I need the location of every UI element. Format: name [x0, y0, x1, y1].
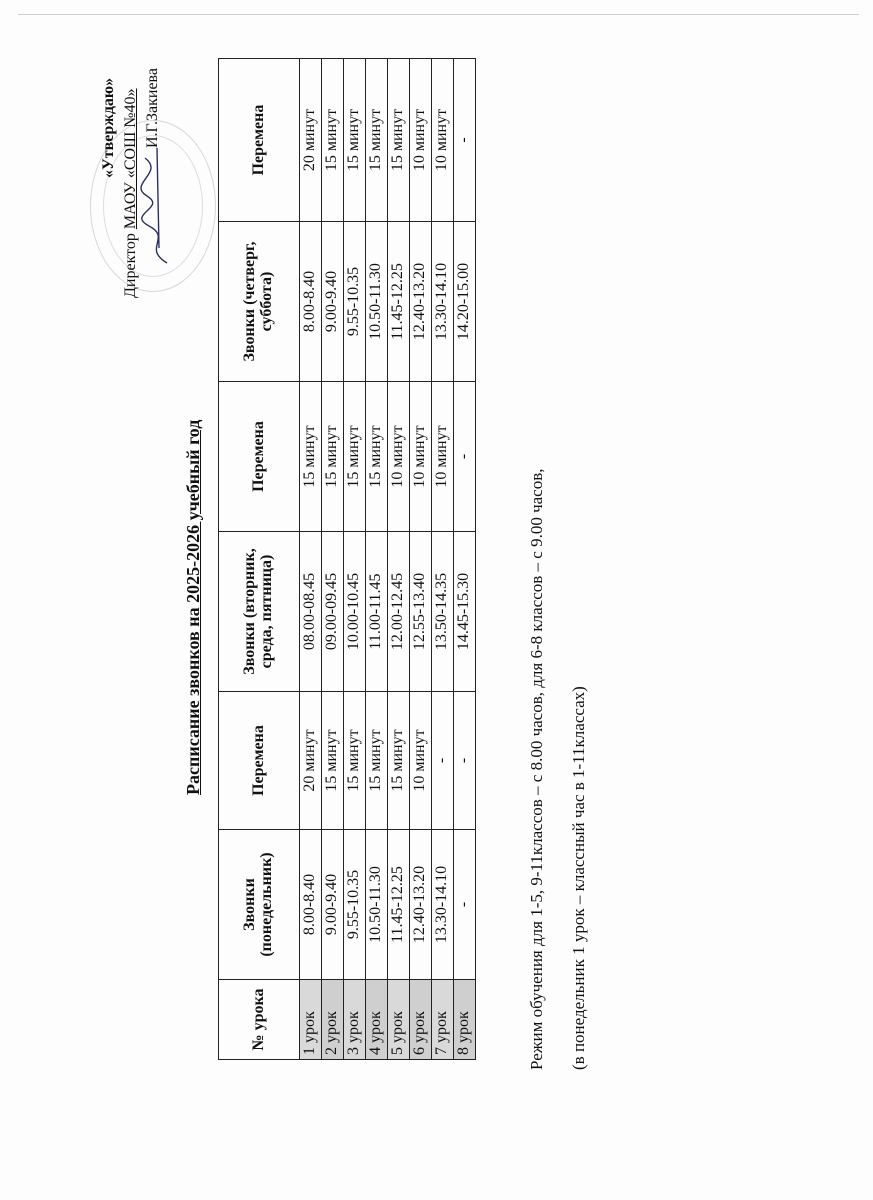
- table-row: [454, 59, 476, 1060]
- bells-tue-wed-fri: 12.55-13.40: [410, 532, 432, 692]
- page-title: Расписание звонков на 2025-2026 учебный год: [183, 419, 203, 795]
- bells-tue-wed-fri: 10.00-10.45: [344, 532, 366, 692]
- header-break-tue-wed-fri: Перемена: [219, 382, 300, 532]
- bells-tue-wed-fri: 08.00-08.45: [300, 532, 322, 692]
- signature-icon: [137, 138, 177, 268]
- break-thu-sat: 15 минут: [366, 59, 388, 222]
- break-monday: 15 минут: [344, 692, 366, 830]
- bells-tue-wed-fri: 11.00-11.45: [366, 532, 388, 692]
- break-monday: 10 минут: [410, 692, 432, 830]
- header-break-monday: Перемена: [219, 692, 300, 830]
- break-monday: 15 минут: [366, 692, 388, 830]
- bells-monday: 11.45-12.25: [388, 830, 410, 980]
- bells-tue-wed-fri: 09.00-09.45: [322, 532, 344, 692]
- header-break-thu-sat: Перемена: [219, 59, 300, 222]
- break-tue-wed-fri: 10 минут: [388, 382, 410, 532]
- break-thu-sat: -: [454, 59, 476, 222]
- table-row: [344, 59, 366, 1060]
- approval-school: МАОУ «СОШ №40»: [122, 88, 139, 230]
- bells-thu-sat: 11.45-12.25: [388, 222, 410, 382]
- bells-monday: 8.00-8.40: [300, 830, 322, 980]
- approval-block: [82, 38, 222, 298]
- break-thu-sat: 15 минут: [344, 59, 366, 222]
- lesson-number: 6 урок: [410, 980, 432, 1060]
- bells-tue-wed-fri: 12.00-12.45: [388, 532, 410, 692]
- lesson-number: 5 урок: [388, 980, 410, 1060]
- bells-thu-sat: 10.50-11.30: [366, 222, 388, 382]
- break-thu-sat: 15 минут: [322, 59, 344, 222]
- bells-thu-sat: 9.00-9.40: [322, 222, 344, 382]
- bells-monday: 9.00-9.40: [322, 830, 344, 980]
- break-monday: 15 минут: [322, 692, 344, 830]
- bells-monday: 13.30-14.10: [432, 830, 454, 980]
- break-thu-sat: 20 минут: [300, 59, 322, 222]
- class-hour-note: (в понедельник 1 урок – классный час в 1-11классах): [569, 686, 588, 1070]
- lesson-number: 1 урок: [300, 980, 322, 1060]
- break-tue-wed-fri: 15 минут: [322, 382, 344, 532]
- bells-thu-sat: 12.40-13.20: [410, 222, 432, 382]
- approval-director-name: И.Г.Закиева: [144, 68, 161, 148]
- header-bells-monday: Звонки (понедельник): [219, 830, 300, 980]
- break-monday: -: [432, 692, 454, 830]
- lesson-number: 7 урок: [432, 980, 454, 1060]
- break-thu-sat: 10 минут: [410, 59, 432, 222]
- bells-monday: 12.40-13.20: [410, 830, 432, 980]
- break-tue-wed-fri: 15 минут: [300, 382, 322, 532]
- lesson-number: 3 урок: [344, 980, 366, 1060]
- break-tue-wed-fri: -: [454, 382, 476, 532]
- study-mode-note: Режим обучения для 1-5, 9-11классов – с 8.00 часов, для 6-8 классов – с 9.00 часов,: [527, 468, 546, 1070]
- header-bells-tue-wed-fri: Звонки (вторник, среда, пятница): [219, 532, 300, 692]
- table-header-row: [219, 59, 300, 1060]
- table-row: [366, 59, 388, 1060]
- header-bells-thu-sat: Звонки (четверг, суббота): [219, 222, 300, 382]
- break-tue-wed-fri: 10 минут: [432, 382, 454, 532]
- break-monday: -: [454, 692, 476, 830]
- break-thu-sat: 15 минут: [388, 59, 410, 222]
- lesson-number: 4 урок: [366, 980, 388, 1060]
- table-row: [410, 59, 432, 1060]
- table-row: [432, 59, 454, 1060]
- lesson-number: 8 урок: [454, 980, 476, 1060]
- break-monday: 15 минут: [388, 692, 410, 830]
- bells-tue-wed-fri: 13.50-14.35: [432, 532, 454, 692]
- bells-thu-sat: 14.20-15.00: [454, 222, 476, 382]
- header-lesson-number: № урока: [219, 980, 300, 1060]
- lesson-number: 2 урок: [322, 980, 344, 1060]
- bells-monday: 9.55-10.35: [344, 830, 366, 980]
- break-tue-wed-fri: 10 минут: [410, 382, 432, 532]
- table-row: [322, 59, 344, 1060]
- break-tue-wed-fri: 15 минут: [344, 382, 366, 532]
- bells-thu-sat: 13.30-14.10: [432, 222, 454, 382]
- break-tue-wed-fri: 15 минут: [366, 382, 388, 532]
- approval-heading: «Утверждаю»: [100, 77, 117, 178]
- break-thu-sat: 10 минут: [432, 59, 454, 222]
- table-row: [388, 59, 410, 1060]
- bells-thu-sat: 9.55-10.35: [344, 222, 366, 382]
- break-monday: 20 минут: [300, 692, 322, 830]
- bells-thu-sat: 8.00-8.40: [300, 222, 322, 382]
- bell-schedule-table: [218, 58, 476, 1060]
- bells-tue-wed-fri: 14.45-15.30: [454, 532, 476, 692]
- table-row: [300, 59, 322, 1060]
- approval-position-prefix: Директор: [122, 229, 139, 298]
- bells-monday: -: [454, 830, 476, 980]
- bells-monday: 10.50-11.30: [366, 830, 388, 980]
